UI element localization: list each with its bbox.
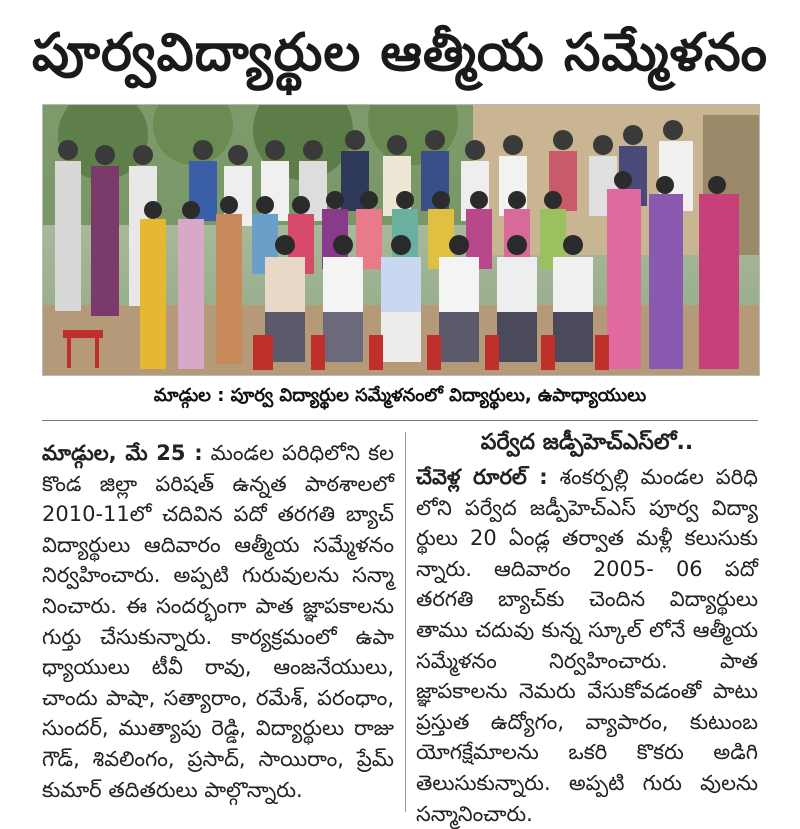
group-photo-illustration	[43, 105, 759, 375]
divider-top	[42, 420, 758, 421]
group-photo	[42, 104, 760, 376]
left-article-dateline: మాడ్గుల, మే 25 :	[42, 441, 203, 465]
photo-caption: మాడ్గుల : పూర్వ విద్యార్థుల సమ్మేళనంలో విద్యార్థులు, ఉపాధ్యాయులు	[153, 385, 647, 406]
right-article-heading: పర్వేద జడ్పీహెచ్ఎస్‌లో..	[480, 430, 694, 455]
right-article	[416, 462, 758, 829]
right-article-body: శంకర్పల్లి మండల పరిధి లోని పర్వేద జడ్పీహెచ్ఎస్ పూర్వ విద్యా ర్థులు 20 ఏండ్ల తర్వాత మళ్లీ కలుసుకు న్నారు. ఆదివారం 2005- 06 పదో తరగతి బ్యాచ్‌కు చెందిన విద్యార్థులు తాము చదువు కున్న స్కూల్ లోనే ఆత్మీయ సమ్మేళనం నిర్వహించారు. పాత జ్ఞాపకాలను నెమరు వేసుకోవడంతో పాటు ప్రస్తుత ఉద్యోగం, వ్యాపారం, కుటుంబ యోగక్షేమాలను ఒకరి కొకరు అడిగి తెలుసుకున్నారు. అప్పటి గురు వులను సన్మానించారు.	[416, 465, 759, 826]
headline: పూర్వవిద్యార్థుల ఆత్మీయ సమ్మేళనం	[31, 23, 769, 83]
column-divider	[405, 432, 406, 812]
left-article	[42, 438, 394, 805]
left-article-body: మండల పరిధిలోని కల కొండ జిల్లా పరిషత్ ఉన్నత పాఠశాలలో 2010-11లో చదివిన పదో తరగతి బ్యాచ్ విద్యార్థులు ఆదివారం ఆత్మీయ సమ్మేళనం నిర్వహించారు. అప్పటి గురువులను సన్మా నించారు. ఈ సందర్భంగా పాత జ్ఞాపకాలను గుర్తు చేసుకున్నారు. కార్యక్రమంలో ఉపా ధ్యాయులు టీవీ రావు, ఆంజనేయులు, చాందు పాషా, సత్యారాం, రమేశ్, పరంధాం, సుందర్, ముత్యాపు రెడ్డి, విద్యార్థులు రాజు గౌడ్, శివలింగం, ప్రసాద్, సాయిరాం, ప్రేమ్ కుమార్ తదితరులు పాల్గొన్నారు.	[42, 441, 394, 802]
right-article-dateline: చేవెళ్ల రూరల్ :	[416, 465, 548, 489]
